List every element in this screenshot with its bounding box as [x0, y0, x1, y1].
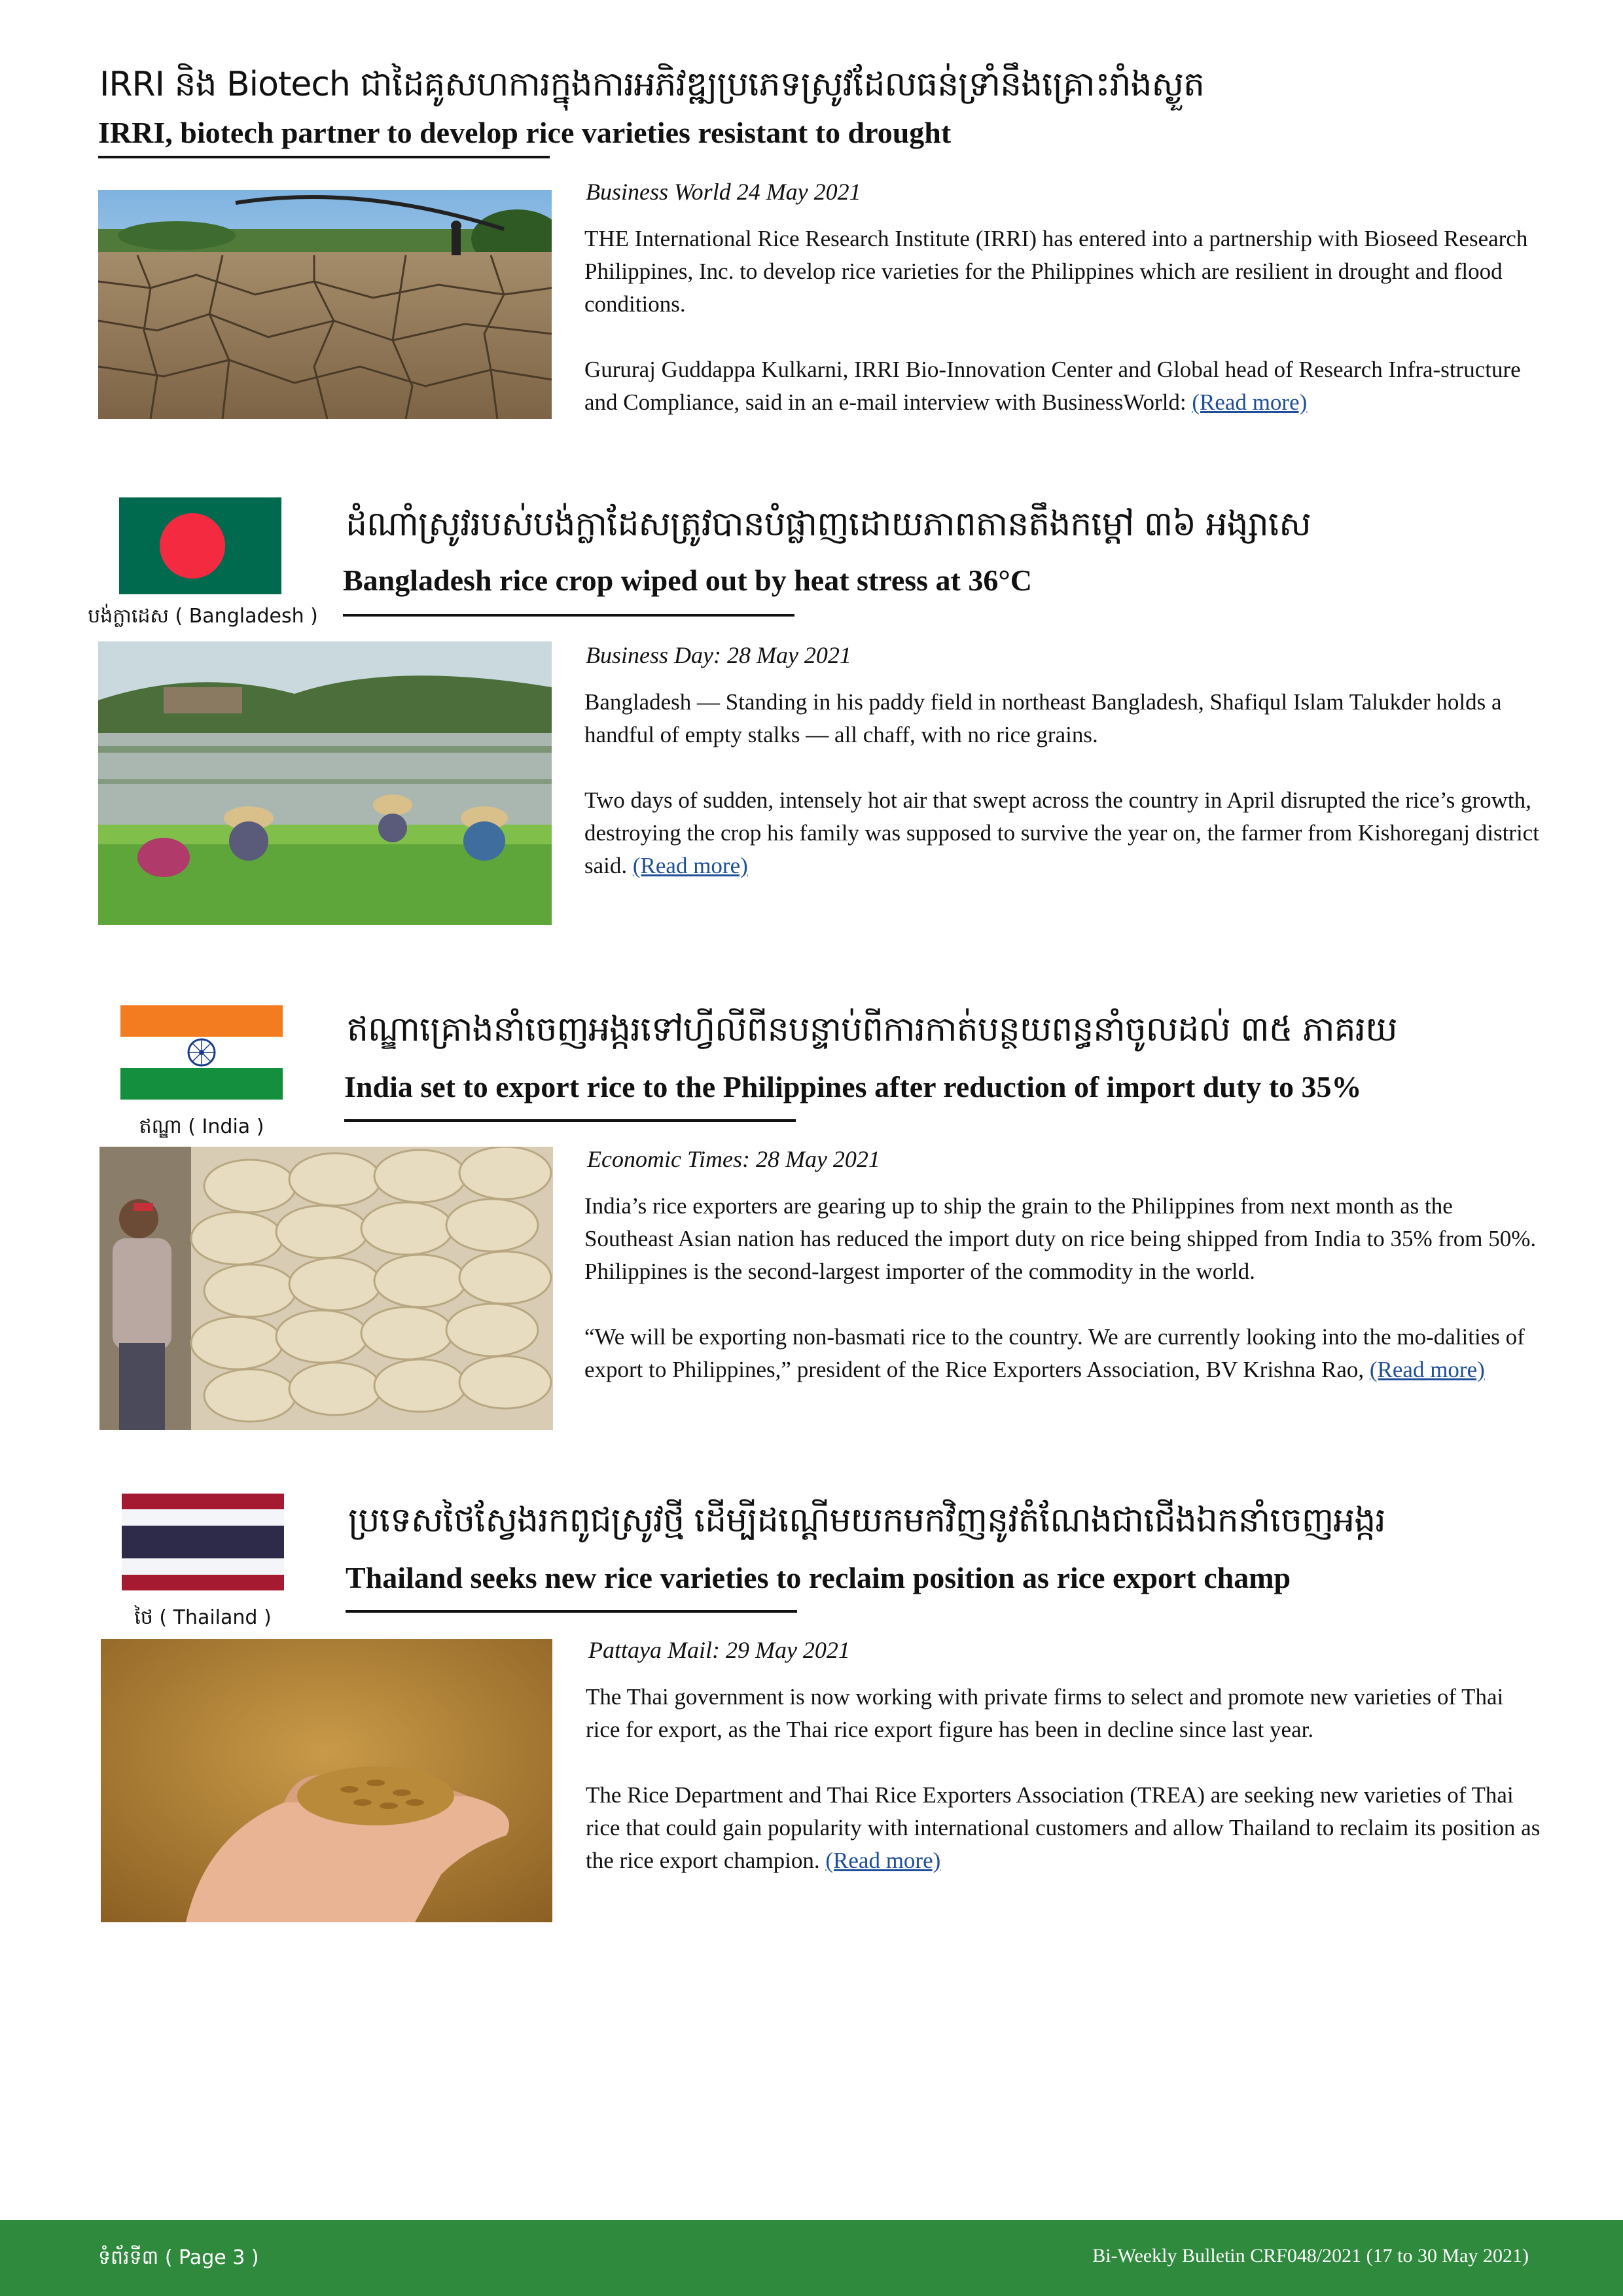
khmer-title: ឥណ្ឌាគ្រោងនាំចេញអង្ករទៅហ្វីលីពីនបន្ទាប់ពីការកាត់បន្ថយពន្ធនាំចូលដល់ ៣៥ ភាគរយ — [347, 1010, 1397, 1049]
title-underline — [98, 156, 550, 158]
khmer-title: ប្រទេសថៃស្វែងរកពូជស្រូវថ្មី ដើម្បីដណ្តើមយកមកវិញនូវតំណែងជាជើងឯកនាំចេញអង្ករ — [348, 1501, 1385, 1540]
khmer-title: IRRI និង Biotech ជាដៃគូសហការក្នុងការអភិវឌ្ឍប្រភេទស្រូវដែលធន់ទ្រាំនឹងគ្រោះរាំងស្ងួត — [99, 65, 1204, 104]
article-paragraph — [586, 1779, 1541, 1877]
title-underline — [344, 1119, 796, 1122]
country-label: បង់ក្លាដេស ( Bangladesh ) — [88, 605, 318, 628]
article-title: Bangladesh rice crop wiped out by heat stress at 36°C — [343, 564, 1032, 597]
paragraph-text: Gururaj Guddappa Kulkarni, IRRI Bio-Innovation Center and Global head of Research Infra-structure and Compliance, said in an e-mail interview with BusinessWorld: — [584, 357, 1521, 415]
article-source: Pattaya Mail: 29 May 2021 — [588, 1637, 850, 1663]
title-underline — [346, 1610, 797, 1613]
article-paragraph — [584, 1321, 1540, 1386]
bangladesh-flag-icon — [119, 497, 281, 594]
page-number: ទំព័រទី៣ ( Page 3 ) — [98, 2246, 259, 2269]
rice-sacks-worker-photo — [99, 1147, 553, 1430]
article-source: Economic Times: 28 May 2021 — [587, 1146, 880, 1172]
khmer-title: ដំណាំស្រូវរបស់បង់ក្លាដែសត្រូវបានបំផ្លាញដោយភាពតានតឹងកម្តៅ ៣៦ អង្សាសេ — [346, 505, 1311, 544]
paragraph-text: The Rice Department and Thai Rice Exporters Association (TREA) are seeking new varieties of Thai rice that could gain popularity with international customers and allow Thailand to reclaim its position as the rice export champion. — [586, 1782, 1541, 1873]
hand-holding-rice-photo — [101, 1639, 552, 1922]
article-paragraph — [584, 784, 1540, 882]
thailand-flag-icon — [122, 1494, 284, 1590]
india-flag-icon — [120, 1005, 283, 1100]
country-label: ថៃ ( Thailand ) — [134, 1606, 272, 1629]
page-footer — [0, 2220, 1623, 2296]
article-paragraph: THE International Rice Research Institute (IRRI) has entered into a partnership with Bioseed Research Philippines, Inc. to develop rice varieties for the Philippines which are resilient in drought and flood conditions. — [584, 226, 1528, 317]
read-more-link[interactable]: (Read more) — [632, 853, 748, 878]
read-more-link[interactable]: (Read more) — [1192, 389, 1308, 415]
rice-paddy-farmers-photo — [98, 641, 552, 925]
article-title: IRRI, biotech partner to develop rice varieties resistant to drought — [98, 116, 952, 149]
article-paragraph: India’s rice exporters are gearing up to ship the grain to the Philippines from next month as the Southeast Asian nation has reduced the import duty on rice being shipped from India to 35% from 50%. Philippines is the second-largest importer of the commodity in the world. — [584, 1193, 1537, 1284]
paragraph-text: “We will be exporting non-basmati rice to the country. We are currently looking into the mo-dalities of export to Philippines,” president of the Rice Exporters Association, BV Krishna Rao, — [584, 1324, 1525, 1382]
article-title: India set to export rice to the Philippines after reduction of import duty to 35% — [344, 1070, 1362, 1103]
title-underline — [343, 614, 794, 617]
bulletin-reference: Bi-Weekly Bulletin CRF048/2021 (17 to 30 May 2021) — [1092, 2245, 1529, 2267]
article-source: Business World 24 May 2021 — [586, 179, 861, 205]
article-title: Thailand seeks new rice varieties to reclaim position as rice export champ — [346, 1561, 1291, 1594]
country-label: ឥណ្ឌា ( India ) — [139, 1115, 264, 1138]
article-paragraph — [584, 353, 1540, 419]
article-paragraph: Bangladesh — Standing in his paddy field in northeast Bangladesh, Shafiqul Islam Talukder holds a handful of empty stalks — all chaff, with no rice grains. — [584, 689, 1502, 747]
read-more-link[interactable]: (Read more) — [1369, 1357, 1485, 1382]
paragraph-text: Two days of sudden, intensely hot air that swept across the country in April disrupted the rice’s growth, destroying the crop his family was supposed to survive the year on, the farmer from Kishoreganj district said. — [584, 787, 1539, 878]
read-more-link[interactable]: (Read more) — [825, 1848, 941, 1873]
article-paragraph: The Thai government is now working with private firms to select and promote new varieties of Thai rice for export, as the Thai rice export figure has been in decline since last year. — [586, 1684, 1504, 1742]
article-source: Business Day: 28 May 2021 — [586, 642, 851, 668]
drought-cracked-field-photo — [98, 190, 552, 419]
